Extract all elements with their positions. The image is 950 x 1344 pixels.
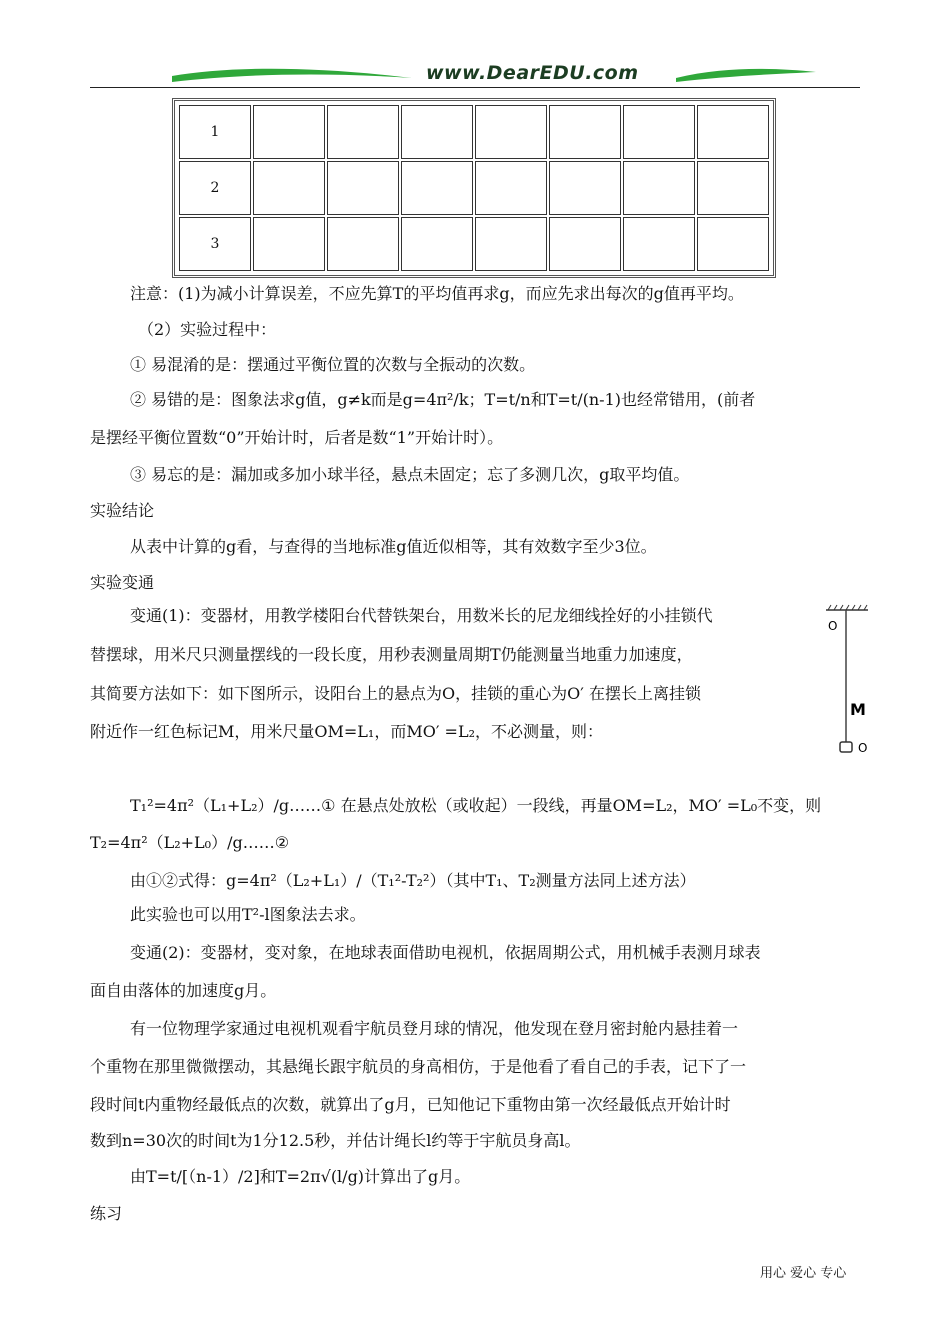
table-cell: [623, 105, 695, 159]
story-line-3: 段时间t内重物经最低点的次数，就算出了g月，已知他记下重物由第一次经最低点开始计时: [90, 1095, 731, 1114]
table-cell: [697, 161, 769, 215]
row-number: 3: [179, 217, 251, 271]
table-cell: [401, 105, 473, 159]
story-line-1: 有一位物理学家通过电视机观看宇航员登月球的情况，他发现在登月密封舱内悬挂着一: [130, 1019, 739, 1038]
site-brand: www.DearEDU.com: [426, 62, 639, 84]
table-cell: [475, 217, 547, 271]
table-cell: [549, 161, 621, 215]
table-cell: [253, 217, 325, 271]
header-rule: [90, 87, 860, 88]
item-forget: ③ 易忘的是：漏加或多加小球半径，悬点未固定；忘了多测几次，g取平均值。: [130, 465, 690, 484]
item-confuse: ① 易混淆的是：摆通过平衡位置的次数与全振动的次数。: [130, 355, 536, 374]
variation-1-c: 其简要方法如下：如下图所示，设阳台上的悬点为O，挂锁的重心为O′ 在摆长上离挂锁: [90, 684, 701, 703]
table-cell: [475, 161, 547, 215]
table-cell: [623, 217, 695, 271]
variation-1-a: 变通(1)：变器材，用教学楼阳台代替铁架台，用数米长的尼龙细线拴好的小挂锁代: [130, 606, 713, 625]
table-row: [179, 217, 769, 271]
story-line-4: 数到n=30次的时间t为1分12.5秒，并估计绳长l约等于宇航员身高l。: [90, 1131, 581, 1150]
data-table: [172, 98, 776, 278]
label-point-o: O: [828, 619, 838, 633]
table-cell: [475, 105, 547, 159]
story-line-2: 个重物在那里微微摆动，其悬绳长跟宇航员的身高相仿，于是他看了看自己的手表，记下了一: [90, 1057, 747, 1076]
variation-2-a: 变通(2)：变器材，变对象，在地球表面借助电视机，依据周期公式，用机械手表测月球表: [130, 943, 761, 962]
note-2: （2）实验过程中：: [138, 320, 277, 339]
equation-1: T₁²=4π²（L₁+L₂）/g……① 在悬点处放松（或收起）一段线，再量OM=L₂，MO′ =L₀不变，则: [130, 796, 822, 815]
table-cell: [401, 217, 473, 271]
variation-2-b: 面自由落体的加速度g月。: [90, 981, 277, 1000]
story-line-5: 由T=t/[（n-1）/2]和T=2π√(l/g)计算出了g月。: [130, 1167, 471, 1186]
table-row: [179, 105, 769, 159]
left-swoosh-decoration: [172, 66, 412, 84]
table-cell: [253, 105, 325, 159]
table-cell: [549, 105, 621, 159]
table-cell: [697, 217, 769, 271]
item-error-a: ② 易错的是：图象法求g值，g≠k而是g=4π²/k；T=t/n和T=t/(n-1)也经常错用，(前者: [130, 390, 756, 409]
table-cell: [327, 161, 399, 215]
table-cell: [327, 105, 399, 159]
heading-variation: 实验变通: [90, 573, 155, 592]
row-number: 1: [179, 105, 251, 159]
table-cell: [623, 161, 695, 215]
table-cell: [327, 217, 399, 271]
equation-2: T₂=4π²（L₂+L₀）/g……②: [90, 833, 290, 852]
heading-practice: 练习: [90, 1204, 123, 1223]
footer-motto: 用心 爱心 专心: [760, 1266, 847, 1281]
table-cell: [549, 217, 621, 271]
variation-1-b: 替摆球，用米尺只测量摆线的一段长度，用秒表测量周期T仍能测量当地重力加速度，: [90, 645, 693, 664]
table-cell: [697, 105, 769, 159]
conclusion-text: 从表中计算的g看，与查得的当地标准g值近似相等，其有效数字至少3位。: [130, 537, 657, 556]
table-row: [179, 161, 769, 215]
item-error-b: 是摆经平衡位置数“0”开始计时，后者是数“1”开始计时）。: [90, 428, 504, 447]
equation-4: 此实验也可以用T²-l图象法去求。: [130, 905, 366, 924]
note-1: 注意：(1)为减小计算误差，不应先算T的平均值再求g，而应先求出每次的g值再平均。: [130, 284, 744, 303]
row-number: 2: [179, 161, 251, 215]
table-cell: [253, 161, 325, 215]
table-cell: [401, 161, 473, 215]
page-header: [90, 60, 860, 94]
label-mark-m: M: [850, 700, 866, 719]
variation-1-d: 附近作一红色标记M，用米尺量OM=L₁，而MO′ =L₂，不必测量，则：: [90, 722, 603, 741]
equation-3: 由①②式得：g=4π²（L₂+L₁）/（T₁²-T₂²）（其中T₁、T₂测量方法同上述方法）: [130, 871, 696, 890]
label-point-o-prime: O: [858, 741, 868, 755]
heading-conclusion: 实验结论: [90, 501, 155, 520]
pendulum-figure: [822, 600, 872, 780]
right-swoosh-decoration: [676, 66, 816, 84]
